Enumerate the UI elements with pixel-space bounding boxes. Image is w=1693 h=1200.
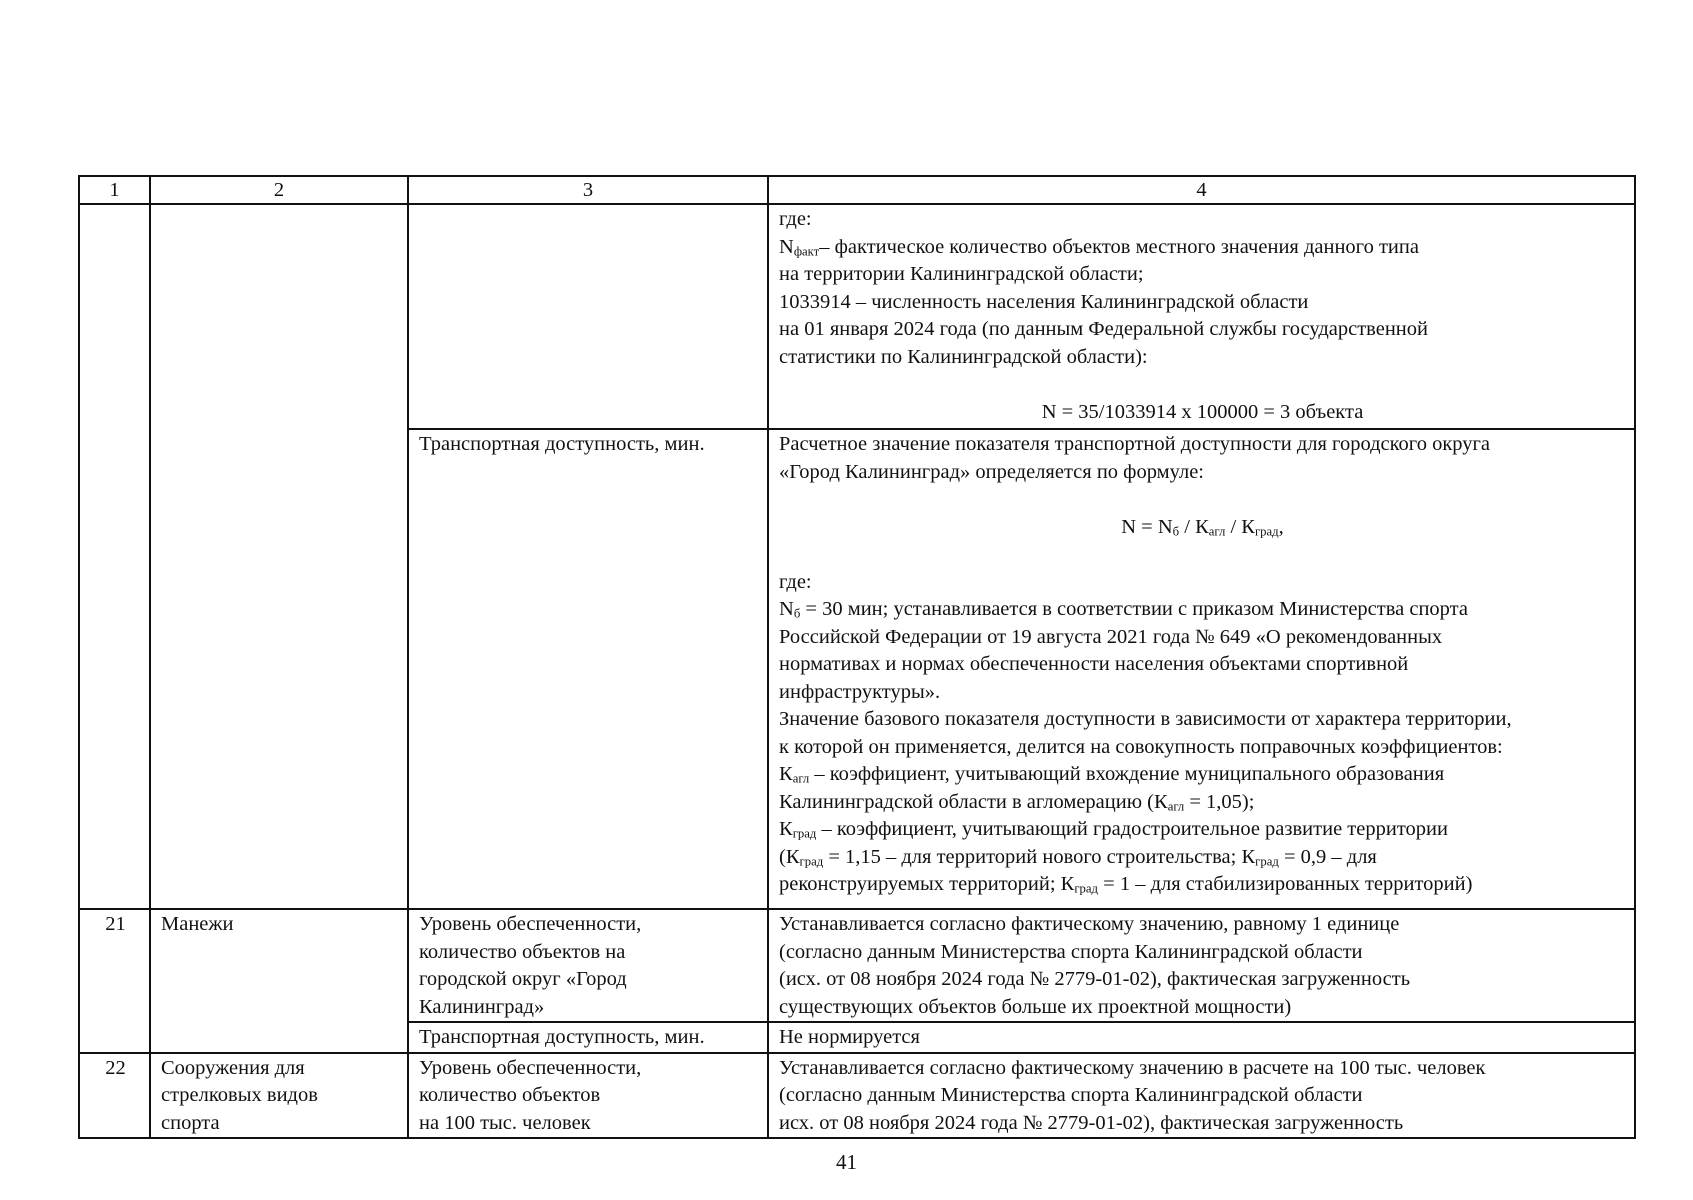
cont-indicator-cell (408, 204, 768, 429)
value-cell: Не нормируется (768, 1022, 1635, 1053)
text-line: $N_{факт}-$ фактическое количество объектов местного значения данного типа (779, 235, 1419, 259)
text-line: Расчетное значение показателя транспортной доступности для городского округа (779, 433, 1491, 455)
text-line: на территории Калининградской области; (779, 263, 1144, 285)
table-row-continued-1 (79, 204, 1635, 429)
text-line: нормативах и нормах обеспеченности населения объектами спортивной (779, 653, 1409, 675)
text-line: где: (779, 208, 812, 230)
header-col-4: 4 (768, 176, 1635, 204)
value-cell: Устанавливается согласно фактическому значению, равному 1 единице (согласно данным Министерства спорта Калининградской области (исх. от 08 ноября 2024 года № 2779-01-02), фактическая загруженность существующих объектов больше их проектной мощности) (768, 909, 1635, 1022)
text-line: инфраструктуры». (779, 680, 941, 703)
text-line: реконструируемых территорий; $К_{град} = 1$ – для стабилизированных территорий) (779, 873, 1473, 896)
header-col-2: 2 (150, 176, 408, 204)
text-line: $К_{агл}$ – коэффициент, учитывающий вхождение муниципального образования (779, 763, 1445, 786)
text-line: Калининградской области в агломерацию $(К_{агл} = 1,05)$; (779, 790, 1255, 814)
indicator-cell: Транспортная доступность, мин. (408, 1022, 768, 1053)
indicator-cell: Уровень обеспеченности, количество объектов на 100 тыс. человек (408, 1053, 768, 1139)
text-line: $К_{град}$ – коэффициент, учитывающий градостроительное развитие территории (779, 818, 1448, 841)
text-line: на 01 января 2024 года (по данным Федеральной службы государственной (779, 318, 1428, 340)
text-line: 1033914 – численность населения Калининградской области (779, 290, 1309, 313)
object-name: Манежи (150, 909, 408, 1053)
text-line: где: (779, 570, 812, 593)
cont-value-cell-2 (768, 429, 1635, 909)
object-name: Сооружения для стрелковых видов спорта (150, 1053, 408, 1139)
cont-indicator-cell-2: Транспортная доступность, мин. (408, 429, 768, 909)
page-number: 41 (836, 1150, 857, 1174)
row-number: 21 (79, 909, 150, 1053)
text-line: «Город Калининград» определяется по формуле: (779, 460, 1204, 483)
cont-name-cell (150, 204, 408, 909)
value-cell: Устанавливается согласно фактическому значению в расчете на 100 тыс. человек (согласно данным Министерства спорта Калининградской области исх. от 08 ноября 2024 года № 2779-01-02), фактическая загруженность (768, 1053, 1635, 1139)
table-row-21 (79, 909, 1635, 1022)
formula-2: $N = N_б / К_{агл} / К_{град}$, (1121, 515, 1284, 539)
text-line: Российской Федерации от 19 августа 2021 года № 649 «О рекомендованных (779, 625, 1443, 648)
header-col-3: 3 (408, 176, 768, 204)
formula-1: N = 35/1033914 х 100000 = 3 объекта (1041, 400, 1364, 423)
text-line: $N_б = 30$ мин; устанавливается в соответствии с приказом Министерства спорта (779, 598, 1468, 621)
row-number: 22 (79, 1053, 150, 1139)
cont-num-cell (79, 204, 150, 909)
cont-value-cell (768, 204, 1635, 429)
regulations-table (78, 175, 1636, 1139)
table-row-22 (79, 1053, 1635, 1139)
indicator-cell: Уровень обеспеченности, количество объектов на городской округ «Город Калининград» (408, 909, 768, 1022)
text-line: Значение базового показателя доступности в зависимости от характера территории, (779, 708, 1512, 730)
header-col-1: 1 (79, 176, 150, 204)
header-row (79, 176, 1635, 204)
text-line: ($К_{град} = 1,15$ – для территорий нового строительства; $К_{град} = 0,9$ – для (779, 845, 1377, 869)
text-line: статистики по Калининградской области): (779, 345, 1148, 368)
text-line: к которой он применяется, делится на совокупность поправочных коэффициентов: (779, 735, 1503, 758)
